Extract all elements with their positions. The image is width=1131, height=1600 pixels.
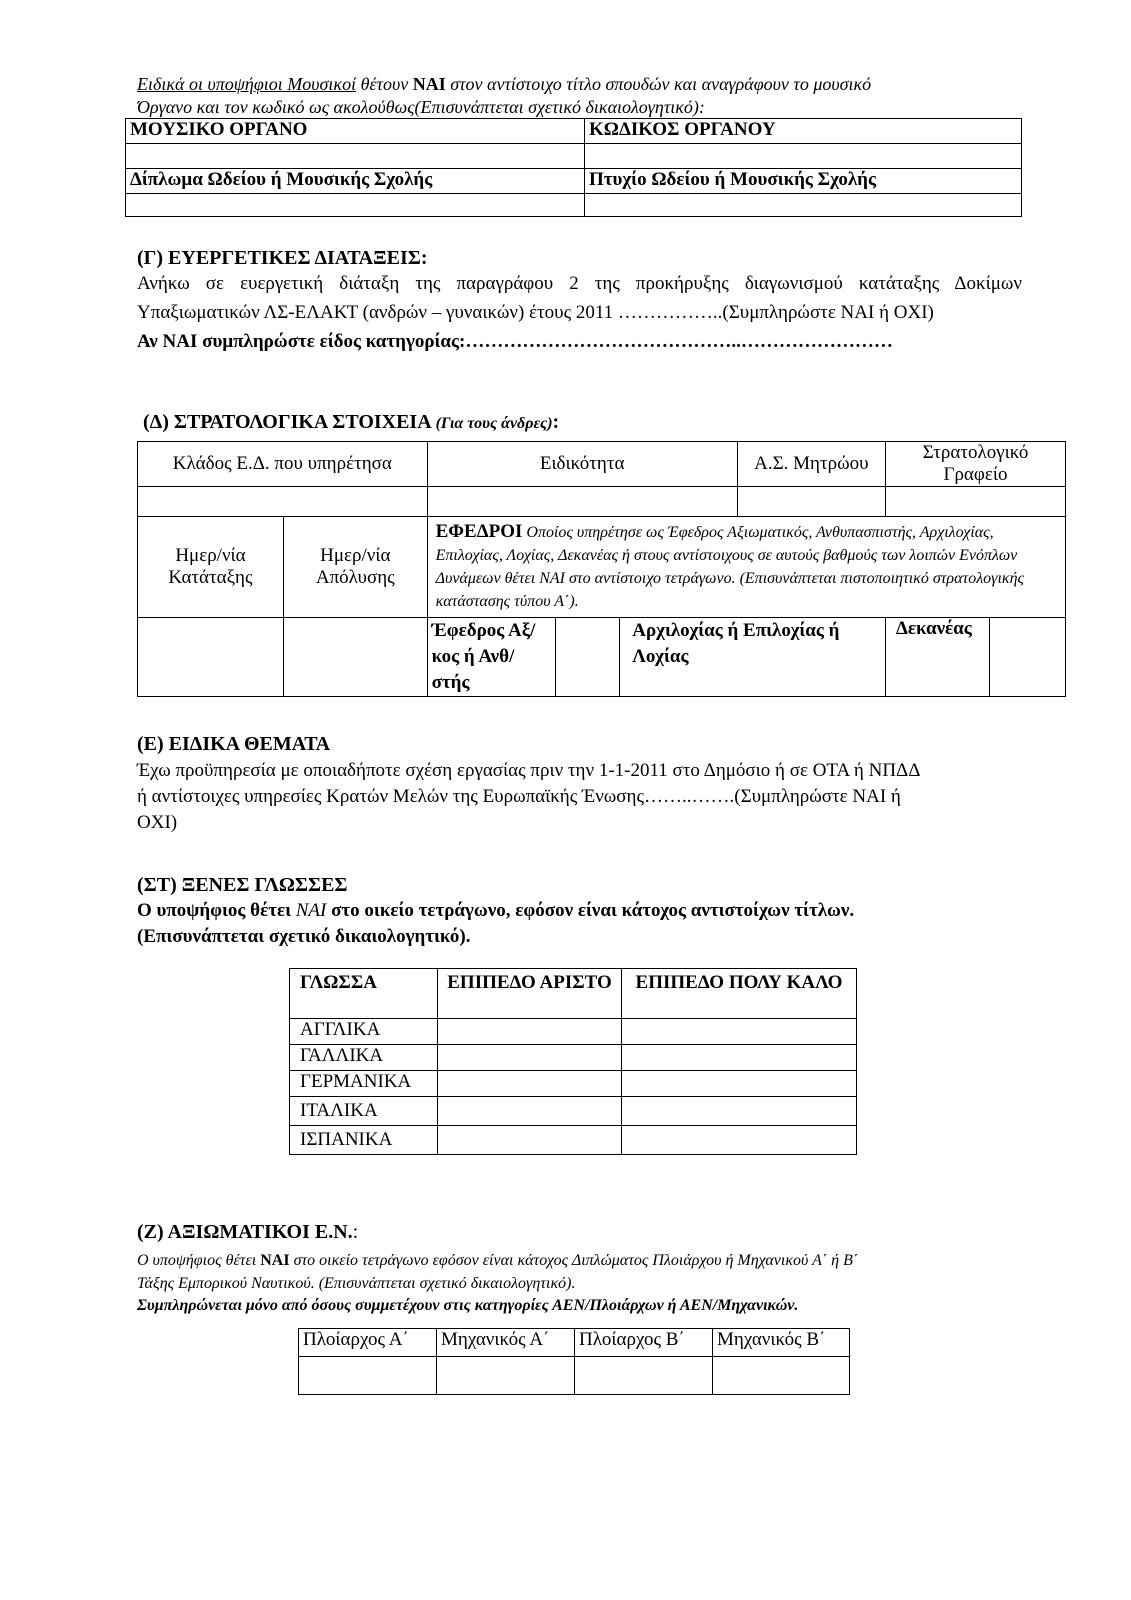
- music-degree-header: Πτυχίο Ωδείου ή Μουσικής Σχολής: [585, 169, 1022, 194]
- reserve-officer-label: Έφεδρος Αξ/κος ή Ανθ/στής: [427, 618, 556, 697]
- zeta-line3: Συμπληρώνεται μόνο από όσους συμμετέχουν στις κατηγορίες ΑΕΝ/Πλοιάρχων ή ΑΕΝ/Μηχανικών.: [137, 1297, 799, 1314]
- captain-b-header: Πλοίαρχος Β΄: [575, 1329, 713, 1357]
- gamma-line1: Ανήκω σε ευεργετική διάταξη της παραγράφου 2 της προκήρυξης διαγωνισμού κατάταξης Δοκίμων: [137, 273, 1022, 294]
- branch-header: Κλάδος Ε.Δ. που υπηρέτησα: [138, 442, 428, 487]
- recruitment-office-header: Στρατολογικό Γραφείο: [885, 442, 1065, 487]
- gamma-line3: Αν ΝΑΙ συμπληρώστε είδος κατηγορίας:……………………………………..……………………: [137, 331, 893, 352]
- excellent-checkbox[interactable]: [438, 1126, 622, 1155]
- music-intro-line2: Όργανο και τον κωδικό ως ακολούθως(Επισυνάπτεται σχετικό δικαιολογητικό):: [137, 97, 705, 117]
- registry-header: Α.Σ. Μητρώου: [737, 442, 885, 487]
- branch-cell[interactable]: [138, 487, 428, 517]
- music-code-cell[interactable]: [585, 144, 1022, 169]
- sergeant-label: Αρχιλοχίας ή Επιλοχίας ή Λοχίας: [620, 618, 886, 697]
- specialty-cell[interactable]: [427, 487, 737, 517]
- music-code-header: ΚΩΔΙΚΟΣ ΟΡΓΑΝΟΥ: [585, 119, 1022, 144]
- section-gamma-title: (Γ) ΕΥΕΡΓΕΤΙΚΕΣ ΔΙΑΤΑΞΕΙΣ:: [137, 247, 428, 269]
- section-zeta-title: (Ζ) ΑΞΙΩΜΑΤΙΚΟΙ Ε.Ν.:: [137, 1221, 359, 1243]
- very-good-checkbox[interactable]: [622, 1126, 857, 1155]
- enlist-date-header: Ημερ/νία Κατάταξης: [138, 517, 284, 618]
- epsilon-line3: ΟΧΙ): [137, 812, 178, 833]
- st-line1: Ο υποψήφιος θέτει ΝΑΙ στο οικείο τετράγωνο, εφόσον είναι κάτοχος αντιστοίχων τίτλων.: [137, 900, 855, 921]
- corporal-checkbox[interactable]: [989, 618, 1065, 697]
- discharge-date-cell[interactable]: [283, 618, 427, 697]
- section-delta-title: (Δ) ΣΤΡΑΤΟΛΟΓΙΚΑ ΣΤΟΙΧΕΙΑ (Για τους άνδρες):: [143, 411, 560, 433]
- zeta-line1: Ο υποψήφιος θέτει ΝΑΙ στο οικείο τετράγωνο εφόσον είναι κάτοχος Διπλώματος Πλοιάρχου ή Μηχανικού Α΄ ή Β΄: [137, 1252, 859, 1269]
- captain-a-header: Πλοίαρχος Α΄: [299, 1329, 437, 1357]
- excellent-checkbox[interactable]: [438, 1071, 622, 1097]
- merchant-navy-table: [298, 1328, 850, 1395]
- excellent-checkbox[interactable]: [438, 1019, 622, 1045]
- language-name: ΙΣΠΑΝΙΚΑ: [290, 1126, 438, 1155]
- captain-b-checkbox[interactable]: [575, 1357, 713, 1395]
- language-name: ΓΑΛΛΙΚΑ: [290, 1045, 438, 1071]
- very-good-checkbox[interactable]: [622, 1071, 857, 1097]
- very-good-checkbox[interactable]: [622, 1045, 857, 1071]
- language-header: ΓΛΩΣΣΑ: [290, 969, 438, 1019]
- languages-table: [289, 968, 857, 1155]
- music-diploma-cell[interactable]: [126, 194, 585, 217]
- very-good-checkbox[interactable]: [622, 1097, 857, 1126]
- engineer-b-checkbox[interactable]: [713, 1357, 850, 1395]
- very-good-header: ΕΠΙΠΕΔΟ ΠΟΛΥ ΚΑΛΟ: [622, 969, 857, 1019]
- music-diploma-header: Δίπλωμα Ωδείου ή Μουσικής Σχολής: [126, 169, 585, 194]
- zeta-line2: Τάξης Εμπορικού Ναυτικού. (Επισυνάπτεται σχετικό δικαιολογητικό).: [137, 1275, 576, 1292]
- language-name: ΑΓΓΛΙΚΑ: [290, 1019, 438, 1045]
- language-name: ΓΕΡΜΑΝΙΚΑ: [290, 1071, 438, 1097]
- military-table: [137, 441, 1066, 697]
- section-epsilon-title: (Ε) ΕΙΔΙΚΑ ΘΕΜΑΤΑ: [137, 733, 331, 755]
- music-instrument-cell[interactable]: [126, 144, 585, 169]
- excellent-header: ΕΠΙΠΕΔΟ ΑΡΙΣΤΟ: [438, 969, 622, 1019]
- music-degree-cell[interactable]: [585, 194, 1022, 217]
- reserve-officer-checkbox[interactable]: [556, 618, 620, 697]
- specialty-header: Ειδικότητα: [427, 442, 737, 487]
- epsilon-line2: ή αντίστοιχες υπηρεσίες Κρατών Μελών της Ευρωπαϊκής Ένωσης……..…….(Συμπληρώστε ΝΑΙ ή: [137, 786, 901, 807]
- engineer-a-header: Μηχανικός Α΄: [437, 1329, 575, 1357]
- music-table: [125, 118, 1022, 217]
- epsilon-line1: Έχω προϋπηρεσία με οποιαδήποτε σχέση εργασίας πριν την 1-1-2011 στο Δημόσιο ή σε ΟΤΑ ή ΝΠΔΔ: [137, 760, 921, 781]
- section-st-title: (ΣΤ) ΞΕΝΕΣ ΓΛΩΣΣΕΣ: [137, 874, 348, 896]
- excellent-checkbox[interactable]: [438, 1097, 622, 1126]
- engineer-a-checkbox[interactable]: [437, 1357, 575, 1395]
- captain-a-checkbox[interactable]: [299, 1357, 437, 1395]
- excellent-checkbox[interactable]: [438, 1045, 622, 1071]
- very-good-checkbox[interactable]: [622, 1019, 857, 1045]
- enlist-date-cell[interactable]: [138, 618, 284, 697]
- corporal-label: Δεκανέας: [885, 618, 989, 697]
- recruitment-office-cell[interactable]: [885, 487, 1065, 517]
- engineer-b-header: Μηχανικός Β΄: [713, 1329, 850, 1357]
- discharge-date-header: Ημερ/νία Απόλυσης: [283, 517, 427, 618]
- music-instrument-header: ΜΟΥΣΙΚΟ ΟΡΓΑΝΟ: [126, 119, 585, 144]
- registry-cell[interactable]: [737, 487, 885, 517]
- gamma-line2: Υπαξιωματικών ΛΣ-ΕΛΑΚΤ (ανδρών – γυναικών) έτους 2011 ……………..(Συμπληρώστε ΝΑΙ ή ΟΧΙ): [137, 302, 934, 323]
- reserves-note: ΕΦΕΔΡΟΙ Οποίος υπηρέτησε ως Έφεδρος Αξιωματικός, Ανθυπασπιστής, Αρχιλοχίας, Επιλοχίας, Λοχίας, Δεκανέας ή στους αντίστοιχους σε αυτούς βαθμούς των λοιπών Ενόπλων Δυνάμεων θέτει ΝΑΙ στο αντίστοιχο τετράγωνο. (Επισυνάπτεται πιστοποιητικό στρατολογικής κατάστασης τύπου Α΄).: [427, 517, 1065, 618]
- music-intro: Ειδικά οι υποψήφιοι Μουσικοί θέτουν ΝΑΙ στον αντίστοιχο τίτλο σπουδών και αναγράφουν το μουσικό: [137, 74, 872, 94]
- st-line2: (Επισυνάπτεται σχετικό δικαιολογητικό).: [137, 926, 471, 947]
- language-name: ΙΤΑΛΙΚΑ: [290, 1097, 438, 1126]
